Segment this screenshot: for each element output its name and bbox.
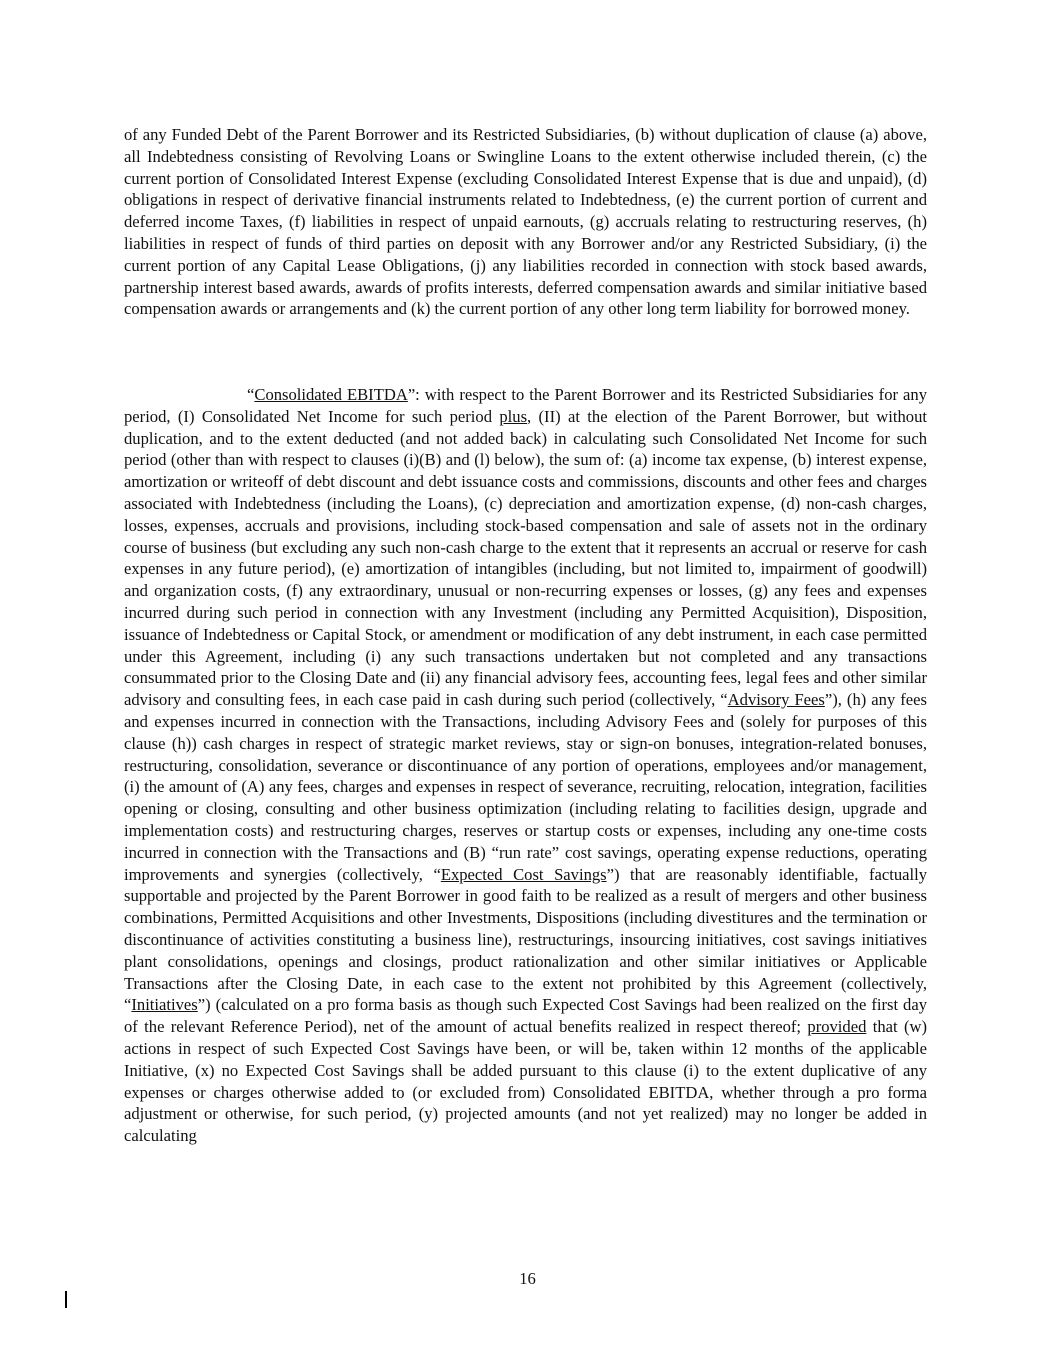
defined-term-advisory-fees: Advisory Fees <box>727 690 825 710</box>
paragraph-text: ”), (h) any fees and expenses incurred in connection with the Transactions, including Advisory Fees and (solely for purposes of this clause (h)) cash charges in respect of strategic market reviews, stay or sign-on bonuses, integration-related bonuses, restructuring, consolidation, severance or discontinuance of any portion of operations, employees and/or management, (i) the amount of (A) any fees, charges and expenses in respect of severance, recruiting, relocation, integration, facilities opening or closing, consulting and other business optimization (including relating to facilities design, upgrade and implementation costs) and restructuring charges, reserves or startup costs or expenses, including any one-time costs incurred in connection with the Transactions and (B) “run rate” cost savings, operating expense reductions, operating improvements and synergies (collectively, “ <box>124 690 927 884</box>
paragraph-text: ”) (calculated on a pro forma basis as though such Expected Cost Savings had been realized on the first day of the relevant Reference Period), net of the amount of actual benefits realized in respect thereof; <box>124 995 927 1037</box>
paragraph-funded-debt-continuation <box>124 124 927 320</box>
page-number: 16 <box>519 1269 536 1288</box>
defined-term-consolidated-ebitda: Consolidated EBITDA <box>254 385 408 404</box>
emphasis-plus: plus <box>499 406 528 426</box>
quote-open: “ <box>247 385 255 404</box>
defined-term-initiatives: Initiatives <box>131 995 198 1015</box>
defined-term-expected-cost-savings: Expected Cost Savings <box>440 864 607 884</box>
paragraph-text: ”) that are reasonably identifiable, factually supportable and projected by the Parent Borrower in good faith to be realized as a result of mergers and other business combinations, Permitted Acquisitions and other Investments, Dispositions (including divestitures and the termination or discontinuance of activities constituting a business line), restructurings, insourcing initiatives, cost savings initiatives plant consolidations, openings and closings, product rationalization and other similar initiatives or Applicable Transactions after the Closing Date, in each case to the extent not prohibited by this Agreement (collectively, “ <box>124 864 928 1015</box>
emphasis-provided: provided <box>807 1017 867 1037</box>
change-bar-marker <box>65 1291 67 1308</box>
paragraph-text: , (II) at the election of the Parent Borrower, but without duplication, and to the extent deducted (and not added back) in calculating such Consolidated Net Income for such period (other than with respect to clauses (i)(B) and (l) below), the sum of: (a) income tax expense, (b) interest expense, amortization or writeoff of debt discount and debt issuance costs and commissions, discounts and other fees and charges associated with Indebtedness (including the Loans), (c) depreciation and amortization expense, (d) non-cash charges, losses, expenses, accruals and provisions, including stock-based compensation and sale of assets not in the ordinary course of business (but excluding any such non-cash charge to the extent that it represents an accrual or reserve for cash expenses in any future period), (e) amortization of intangibles (including, but not limited to, impairment of goodwill) and organization costs, (f) any extraordinary, unusual or non-recurring expenses or losses, (g) any fees and expenses incurred during such period in connection with any Investment (including any Permitted Acquisition), Disposition, issuance of Indebtedness or Capital Stock, or amendment or modification of any debt instrument, in each case permitted under this Agreement, including (i) any such transactions undertaken but not completed and any transactions consummated prior to the Closing Date and (ii) any financial advisory fees, accounting fees, legal fees and other similar advisory and consulting fees, in each case paid in cash during such period (collectively, “ <box>124 406 927 710</box>
paragraph-text: that (w) actions in respect of such Expected Cost Savings have been, or will be, taken within 12 months of the applicable Initiative, (x) no Expected Cost Savings shall be added pursuant to this clause (i) to the extent duplicative of any expenses or charges otherwise added to (or excluded from) Consolidated EBITDA, whether through a pro forma adjustment or otherwise, for such period, (y) projected amounts (and not yet realized) may no longer be added in calculating <box>124 1017 927 1146</box>
paragraph-text: of any Funded Debt of the Parent Borrower and its Restricted Subsidiaries, (b) without duplication of clause (a) above, all Indebtedness consisting of Revolving Loans or Swingline Loans to the extent otherwise included therein, (c) the current portion of Consolidated Interest Expense (excluding Consolidated Interest Expense that is due and unpaid), (d) obligations in respect of derivative financial instruments related to Indebtedness, (e) the current portion of current and deferred income Taxes, (f) liabilities in respect of unpaid earnouts, (g) accruals relating to restructuring reserves, (h) liabilities in respect of funds of third parties on deposit with any Borrower and/or any Restricted Subsidiary, (i) the current portion of any Capital Lease Obligations, (j) any liabilities recorded in connection with stock based awards, partnership interest based awards, awards of profits interests, deferred compensation awards and similar initiative based compensation awards or arrangements and (k) the current portion of any other long term liability for borrowed money. <box>124 125 927 319</box>
paragraph-consolidated-ebitda-definition <box>124 384 927 1147</box>
paragraph-text: ”: with respect to the Parent Borrower and its Restricted Subsidiaries for any period, (I) Consolidated Net Income for such period <box>124 385 927 426</box>
